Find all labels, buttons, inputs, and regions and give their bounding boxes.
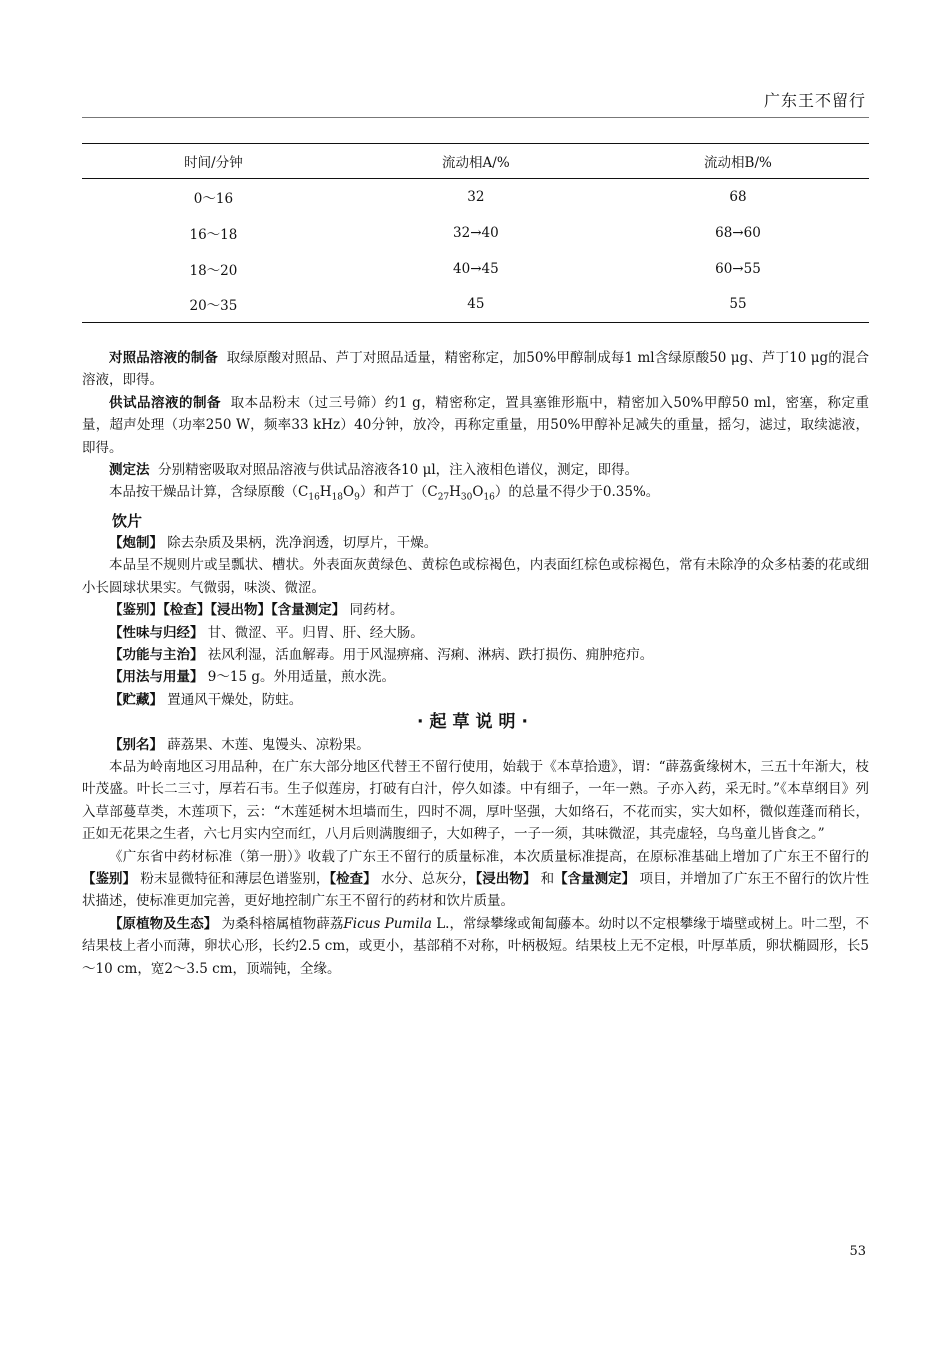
method-label: 测定法 xyxy=(109,462,150,479)
table-header-row xyxy=(82,144,869,179)
reference-solution-label: 对照品溶液的制备 xyxy=(109,350,218,366)
gradient-table xyxy=(82,143,869,323)
table-cell: 16～18 xyxy=(189,226,238,243)
running-head: 广东王不留行 xyxy=(763,91,866,110)
standard-text: 《广东省中药材标准（第一册）》收载了广东王不留行的质量标准，本次质量标准提高，在原标准基础上增加了广东王不留行的 xyxy=(109,848,869,865)
standard-text: 水分、总灰分， xyxy=(380,871,476,888)
content-limit-paragraph xyxy=(82,481,869,509)
usage-text: 9～15 g。外用适量，煎水洗。 xyxy=(207,669,395,686)
origin-paragraph xyxy=(82,913,869,980)
table-cell: 18～20 xyxy=(189,262,238,279)
processing-label: 【炮制】 xyxy=(109,534,163,551)
usage-paragraph xyxy=(82,666,869,688)
alias-paragraph xyxy=(82,734,869,756)
content-limit-text: 本品按干燥品计算，含绿原酸（ xyxy=(109,484,298,501)
table-row xyxy=(82,179,869,215)
table-row xyxy=(82,251,869,287)
function-label: 【功能与主治】 xyxy=(109,646,204,663)
table-cell: 32→40 xyxy=(453,224,499,241)
sample-solution-label: 供试品溶液的制备 xyxy=(109,394,222,411)
usage-label: 【用法与用量】 xyxy=(109,669,204,686)
standard-label: 【含量测定】 xyxy=(554,871,636,888)
table-header-cell: 流动相A/% xyxy=(345,144,607,179)
history-paragraph: 本品为岭南地区习用品种，在广东大部分地区代替王不留行使用，始载于《本草拾遗》，谓：“薜荔夤缘树木，三五十年渐大，枝叶茂盛。叶长二三寸，厚若石韦。生子似莲房，打破有白汁，停久如漆。中有细子，一年一熟。子亦入药，采无时。”《本草纲目》列入草部蔓草类，木莲项下，云：“木莲延树木坦墙而生，四时不凋，厚叶坚强，大如络石，不花而实，实大如杯，微似莲蓬而稍长，正如无花果之生者，六七月实内空而红，八月后则满腹细子，大如稗子，一子一须，其味微涩，其壳虚轻，乌鸟童儿皆食之。” xyxy=(82,759,869,843)
sample-solution-text: 取本品粉末（过三号筛）约1 g，精密称定，置具塞锥形瓶中，精密加入50%甲醇50 ml，密塞，称定重量，超声处理（功率250 W，频率33 kHz）40分钟，放冷，再称定重量，用50%甲醇补足减失的重量，摇匀，滤过，取续滤液，即得。 xyxy=(82,394,869,456)
method-paragraph xyxy=(82,459,869,481)
content-limit-text: ）的总量不得少于0.35%。 xyxy=(494,484,660,501)
table-cell: 68 xyxy=(729,188,747,205)
function-text: 祛风利湿，活血解毒。用于风湿痹痛、泻痢、淋病、跌打损伤、痈肿疮疖。 xyxy=(207,646,654,663)
formula: $C_{16}H_{18}O_9$ xyxy=(298,484,360,504)
body-text xyxy=(82,347,869,980)
standard-text: 和 xyxy=(540,871,555,888)
storage-paragraph xyxy=(82,689,869,711)
standard-label: 【浸出物】 xyxy=(475,871,537,888)
property-label: 【性味与归经】 xyxy=(109,624,204,641)
storage-text: 置通风干燥处，防蛀。 xyxy=(167,691,303,708)
latin-name: Ficus Pumila xyxy=(343,915,432,932)
property-paragraph xyxy=(82,622,869,644)
standard-text: 项目，并增加了广东王不留行的饮片性状描述，使标准更加完善，更好地控制广东王不留行的药材和饮片质量。 xyxy=(82,871,870,910)
alias-label: 【别名】 xyxy=(109,736,163,753)
reference-solution-text: 取绿原酸对照品、芦丁对照品适量，精密称定，加50%甲醇制成每1 ml含绿原酸50 μg、芦丁10 μg的混合溶液，即得。 xyxy=(82,350,870,389)
table-header-cell: 时间/分钟 xyxy=(82,144,345,179)
table-cell: 60→55 xyxy=(715,260,761,277)
standard-label: 【鉴别】 xyxy=(82,871,137,888)
standard-label: 【检查】 xyxy=(329,871,377,888)
table-header-cell: 流动相B/% xyxy=(607,144,869,179)
section-title: ·起草说明· xyxy=(417,712,534,733)
identification-text: 同药材。 xyxy=(349,602,404,619)
table-cell: 68→60 xyxy=(715,224,761,241)
method-text: 分别精密吸取对照品溶液与供试品溶液各10 μl，注入液相色谱仪，测定，即得。 xyxy=(158,462,639,479)
formula: $C_{27}H_{30}O_{16}$ xyxy=(427,484,495,504)
origin-text: L.，常绿攀缘或匍匐藤本。幼时以不定根攀缘于墙壁或树上。叶二型，不结果枝上者小而薄，卵状心形，长约2.5 cm，或更小，基部稍不对称，叶柄极短。结果枝上无不定根，叶厚革质，卵状椭圆形，长5～10 cm，宽2～3.5 cm，顶端钝，全缘。 xyxy=(82,915,870,977)
content-limit-text: ）和芦丁（ xyxy=(359,484,428,501)
reference-solution-paragraph xyxy=(82,347,869,392)
processing-text: 除去杂质及果柄，洗净润透，切厚片，干燥。 xyxy=(167,534,438,551)
table-cell: 40→45 xyxy=(453,260,499,277)
function-paragraph xyxy=(82,644,869,666)
table-cell: 45 xyxy=(345,287,607,323)
table-row xyxy=(82,287,869,323)
property-text: 甘、微涩、平。归胃、肝、经大肠。 xyxy=(207,624,424,641)
standard-paragraph xyxy=(82,846,869,913)
alias-text: 薜荔果、木莲、鬼馒头、凉粉果。 xyxy=(167,736,370,753)
table-row xyxy=(82,215,869,251)
processing-paragraph xyxy=(82,532,869,554)
origin-text: 为桑科榕属植物薜荔 xyxy=(221,915,344,932)
page-number: 53 xyxy=(849,1244,866,1259)
yinpian-description: 本品呈不规则片或呈瓢状、槽状。外表面灰黄绿色、黄棕色或棕褐色，内表面红棕色或棕褐色，常有未除净的众多枯萎的花或细小长圆球状果实。气微弱，味淡、微涩。 xyxy=(82,557,869,596)
identification-paragraph xyxy=(82,599,869,621)
storage-label: 【贮藏】 xyxy=(109,691,163,708)
origin-label: 【原植物及生态】 xyxy=(109,915,218,932)
table-cell: 55 xyxy=(607,287,869,323)
yinpian-heading: 饮片 xyxy=(112,511,143,530)
standard-text: 粉末显微特征和薄层色谱鉴别， xyxy=(140,871,330,888)
identification-label: 【鉴别】【检查】【浸出物】【含量测定】 xyxy=(109,602,346,619)
table-cell: 20～35 xyxy=(82,287,345,323)
table-cell: 0～16 xyxy=(193,190,234,207)
table-cell: 32 xyxy=(467,188,485,205)
header-rule xyxy=(82,117,869,118)
sample-solution-paragraph xyxy=(82,392,869,459)
